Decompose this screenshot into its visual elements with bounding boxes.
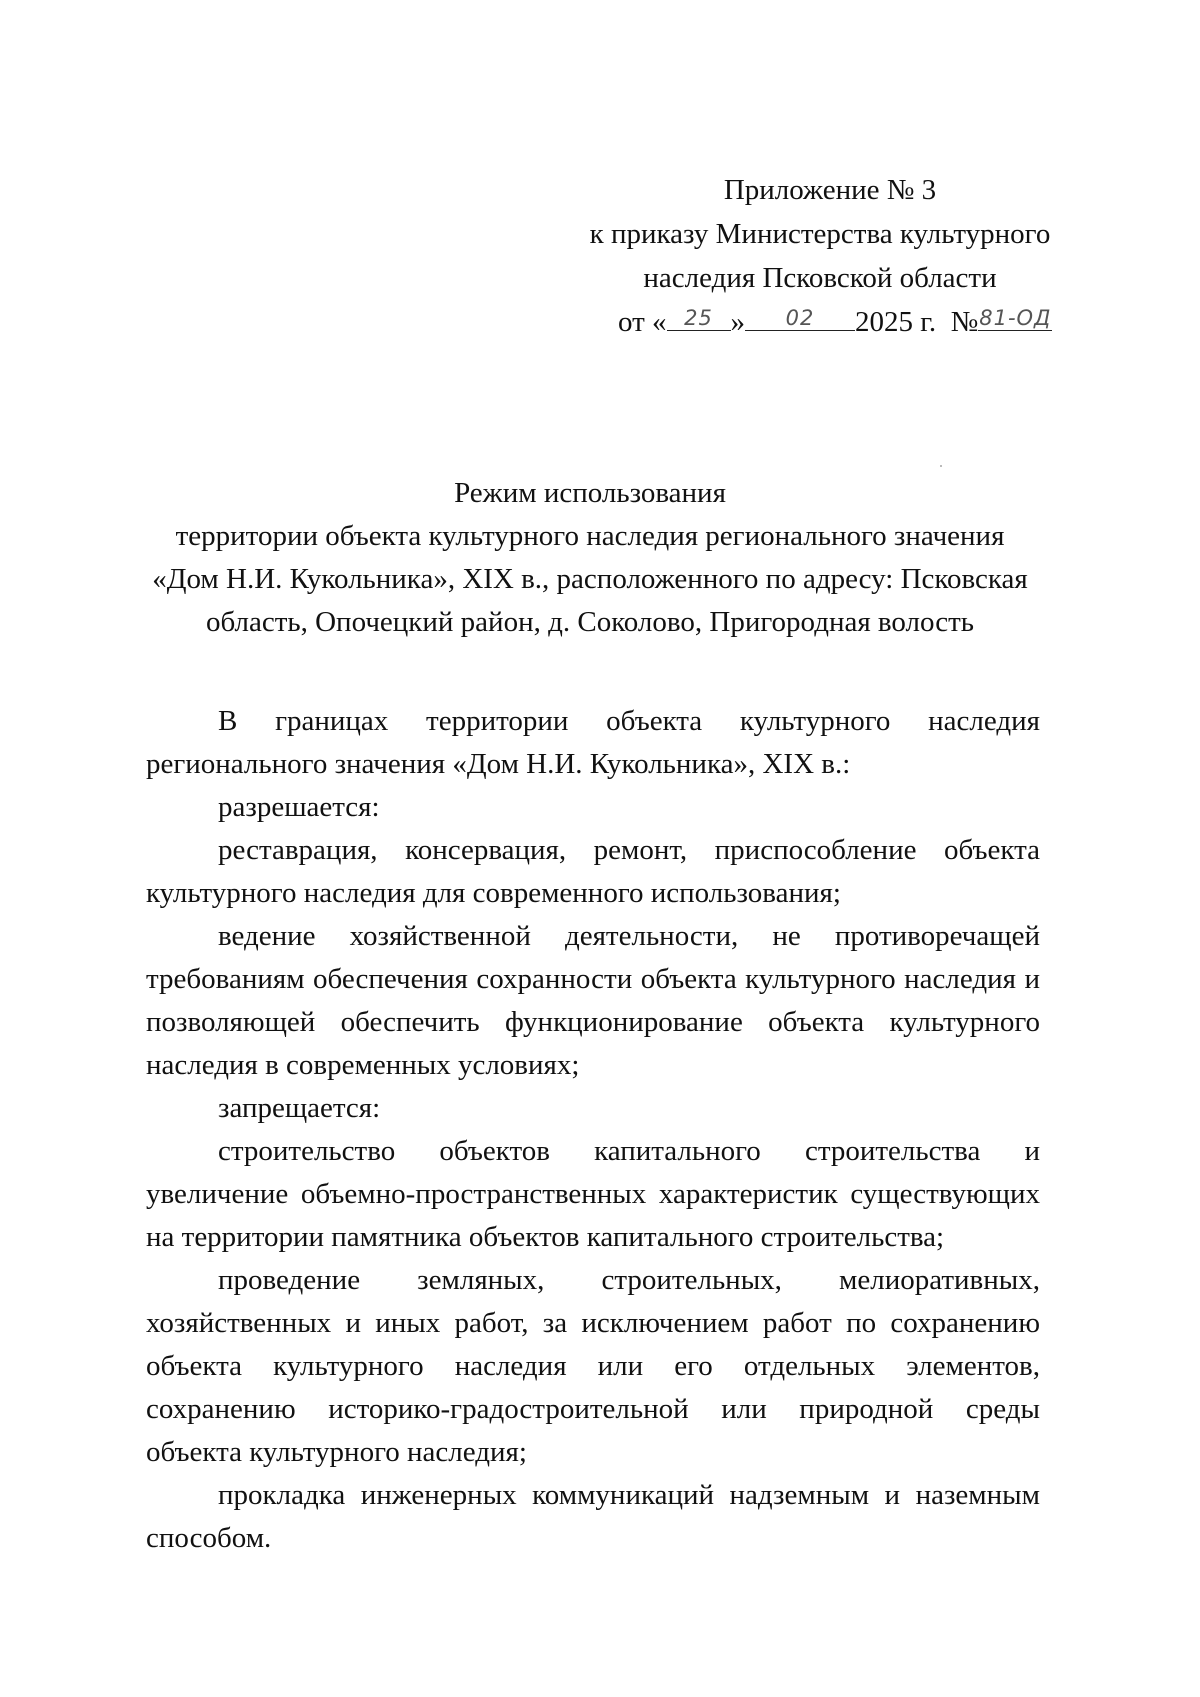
- scan-speck: [940, 465, 942, 467]
- date-month-handwritten: 02: [785, 306, 815, 330]
- prohibited-heading: запрещается:: [218, 1092, 381, 1124]
- title-line-3: «Дом Н.И. Кукольника», XIX в., расположенного по адресу: Псковская: [152, 563, 1028, 595]
- appendix-date-line: [560, 300, 1080, 344]
- date-month-blank: [745, 300, 855, 331]
- date-day-blank: [667, 300, 731, 331]
- intro-paragraph: В границах территории объекта культурного наследия регионального значения «Дом Н.И. Кукольника», XIX в.:: [146, 705, 1040, 780]
- appendix-ministry: наследия Псковской области: [643, 262, 997, 294]
- appendix-title: Приложение № 3: [723, 174, 937, 206]
- order-number-blank: [978, 300, 1052, 331]
- document-body: [146, 700, 1040, 1560]
- date-year: 2025 г.: [855, 306, 937, 338]
- allowed-item-restoration: реставрация, консервация, ремонт, приспособление объекта культурного наследия для современного использования;: [146, 834, 1040, 909]
- allowed-item-economic-activity: ведение хозяйственной деятельности, не противоречащей требованиям обеспечения сохранности объекта культурного наследия и позволяющей обеспечить функционирование объекта культурного наследия в современных условиях;: [146, 920, 1040, 1081]
- allowed-heading: разрешается:: [218, 791, 380, 823]
- document-title: [140, 472, 1040, 644]
- order-number-handwritten: 81-ОД: [979, 306, 1052, 330]
- prohibited-item-construction: строительство объектов капитального строительства и увеличение объемно-пространственных характеристик существующих на территории памятника объектов капитального строительства;: [146, 1135, 1040, 1253]
- title-line-4: область, Опочецкий район, д. Соколово, Пригородная волость: [205, 606, 975, 638]
- appendix-header: [560, 168, 1080, 344]
- title-line-1: Режим использования: [454, 477, 726, 509]
- appendix-order-reference: к приказу Министерства культурного: [589, 218, 1051, 250]
- number-prefix: №: [950, 306, 979, 338]
- date-day-handwritten: 25: [684, 306, 713, 330]
- date-quote-close: »: [730, 306, 746, 338]
- prohibited-item-communications: прокладка инженерных коммуникаций надземным и наземным способом.: [146, 1479, 1040, 1554]
- prohibited-item-works: проведение земляных, строительных, мелиоративных, хозяйственных и иных работ, за исключением работ по сохранению объекта культурного наследия или его отдельных элементов, сохранению историко-градостроительной или природной среды объекта культурного наследия;: [146, 1264, 1040, 1468]
- title-line-2: территории объекта культурного наследия регионального значения: [175, 520, 1005, 552]
- date-prefix: от «: [618, 306, 667, 338]
